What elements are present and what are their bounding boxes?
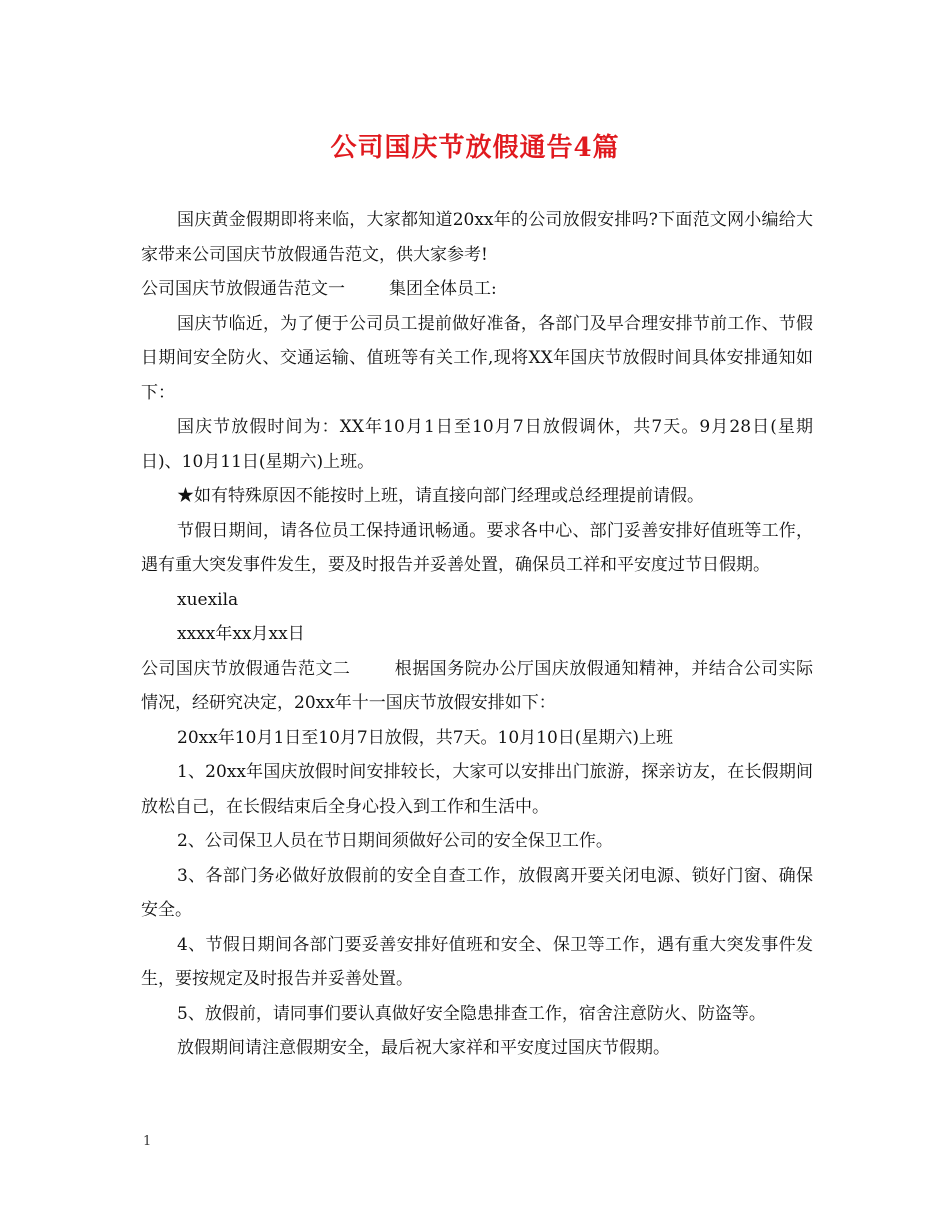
document-body xyxy=(141,203,813,1066)
document-title: 公司国庆节放假通告4篇 xyxy=(330,133,620,163)
section-two-intro: 根据国务院办公厅国庆放假通知精神，并结合公司实际情况，经研究决定，20xx年十一国庆节放假安排如下： xyxy=(141,658,814,713)
closing-paragraph: 放假期间请注意假期安全，最后祝大家祥和平安度过国庆节假期。 xyxy=(177,1038,670,1058)
signature-line: xuexila xyxy=(177,589,239,610)
section-two-heading: 公司国庆节放假通告范文二 xyxy=(141,658,351,679)
list-item: 4、节假日期间各部门要妥善安排好值班和安全、保卫等工作，遇有重大突发事件发生，要按规定及时报告并妥善处置。 xyxy=(141,934,813,989)
paragraph: ★如有特殊原因不能按时上班，请直接向部门经理或总经理提前请假。 xyxy=(177,486,704,506)
paragraph: 节假日期间，请各位员工保持通讯畅通。要求各中心、部门妥善安排好值班等工作，遇有重大突发事件发生，要及时报告并妥善处置，确保员工祥和平安度过节日假期。 xyxy=(141,520,813,575)
list-item: 5、放假前，请同事们要认真做好安全隐患排查工作，宿舍注意防火、防盗等。 xyxy=(177,1003,766,1024)
section-one-heading: 公司国庆节放假通告范文一 xyxy=(141,279,345,299)
paragraph: 国庆节放假时间为：XX年10月1日至10月7日放假调休，共7天。9月28日(星期日)、10月11日(星期六)上班。 xyxy=(141,417,813,472)
date-line: xxxx年xx月xx日 xyxy=(177,624,305,644)
paragraph: 20xx年10月1日至10月7日放假，共7天。10月10日(星期六)上班 xyxy=(177,727,674,748)
intro-paragraph: 国庆黄金假期即将来临，大家都知道20xx年的公司放假安排吗?下面范文网小编给大家带来公司国庆节放假通告范文，供大家参考! xyxy=(141,210,813,265)
paragraph: 国庆节临近，为了便于公司员工提前做好准备，各部门及早合理安排节前工作、节假日期间安全防火、交通运输、值班等有关工作,现将XX年国庆节放假时间具体安排通知如下： xyxy=(141,313,813,403)
list-item: 1、20xx年国庆放假时间安排较长，大家可以安排出门旅游，探亲访友，在长假期间放松自己，在长假结束后全身心投入到工作和生活中。 xyxy=(141,762,813,817)
list-item: 3、各部门务必做好放假前的安全自查工作，放假离开要关闭电源、锁好门窗、确保安全。 xyxy=(141,865,813,920)
section-two-paragraph xyxy=(141,652,813,721)
section-one-line xyxy=(141,272,813,307)
salutation: 集团全体员工: xyxy=(389,279,497,299)
list-item: 2、公司保卫人员在节日期间须做好公司的安全保卫工作。 xyxy=(177,831,613,851)
page-number: 1 xyxy=(143,1134,152,1149)
